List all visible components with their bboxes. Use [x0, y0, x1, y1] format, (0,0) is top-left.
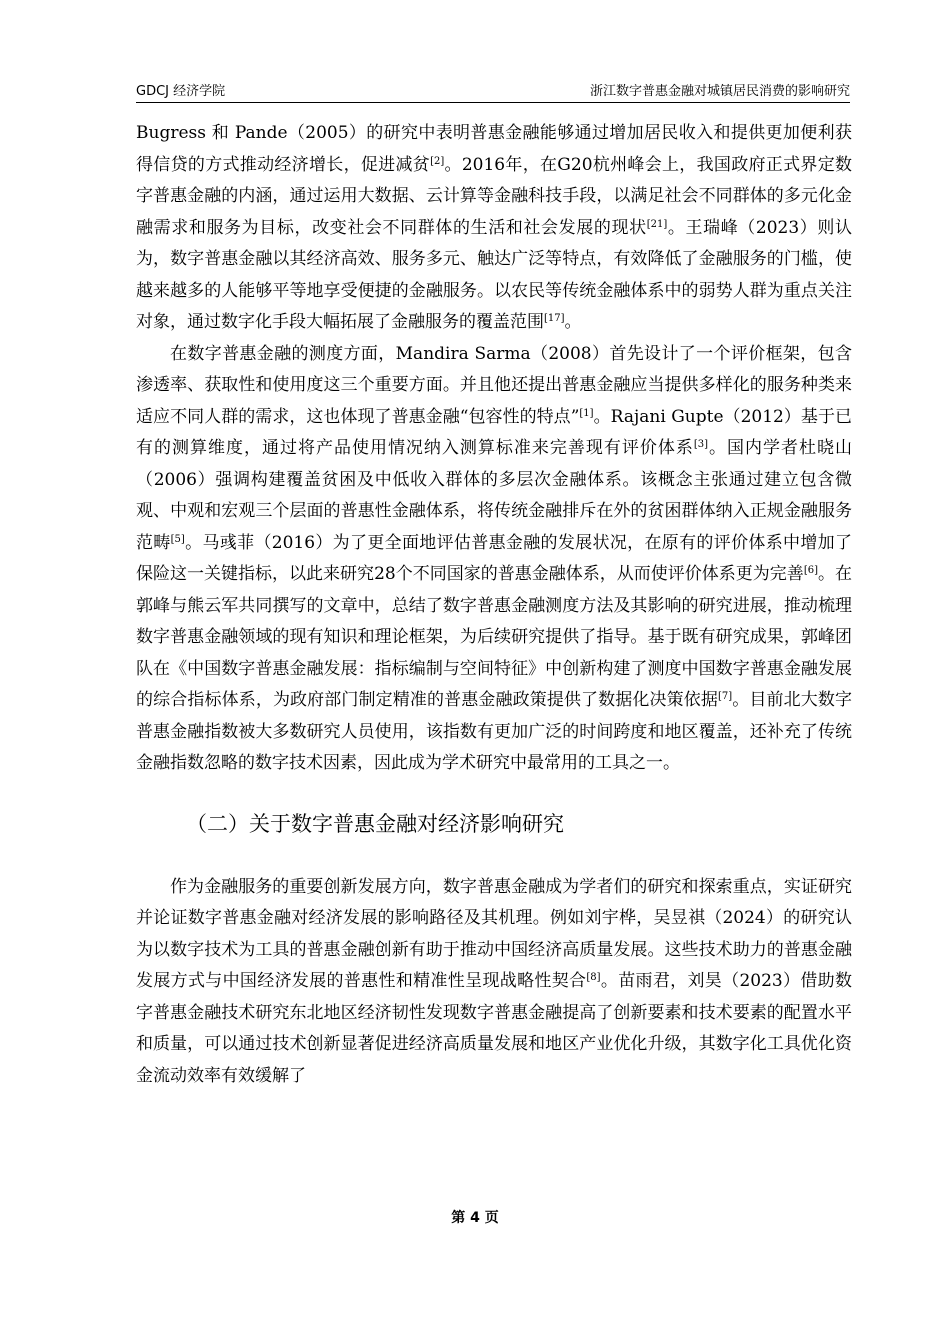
- citation-ref: [17]: [544, 313, 565, 324]
- text-run: Bugress 和 Pande（2005）的研究中表明普惠金融能够通过增加居民收入和提供更加便利获得信贷的方式推动经济增长，促进减贫: [136, 123, 852, 175]
- text-run: 。苗雨君，刘昊（2023）借助数字普惠金融技术研究东北地区经济韧性发现数字普惠金融提高了创新要素和技术要素的配置水平和质量，可以通过技术创新显著促进经济高质量发展和地区产业优化升级，其数字化工具优化资金流动效率有效缓解了: [136, 971, 852, 1086]
- paragraph-2: [136, 339, 852, 780]
- text-run: 作为金融服务的重要创新发展方向，数字普惠金融成为学者们的研究和探索重点，实证研究并论证数字普惠金融对经济发展的影响路径及其机理。例如刘宇桦，吴昱祺（2024）的研究认为以数字技术为工具的普惠金融创新有助于推动中国经济高质量发展。这些技术助力的普惠金融发展方式与中国经济发展的普惠性和精准性呈现战略性契合: [136, 876, 852, 991]
- text-run: 。: [564, 312, 582, 332]
- paragraph-3: [136, 872, 852, 1093]
- body-text: [136, 118, 852, 1092]
- citation-ref: [8]: [586, 972, 601, 983]
- text-run: 。国内学者杜晓山（2006）强调构建覆盖贫困及中低收入群体的多层次金融体系。该概念主张通过建立包含微观、中观和宏观三个层面的普惠性金融体系，将传统金融排斥在外的贫困群体纳入正规金融服务范畴: [136, 438, 853, 553]
- section-heading: （二）关于数字普惠金融对经济影响研究: [186, 811, 564, 836]
- text-run: 。2016年，在G20杭州峰会上，我国政府正式界定数字普惠金融的内涵，通过运用大数据、云计算等金融科技手段，以满足社会不同群体的多元化金融需求和服务为目标，改变社会不同群体的生活和社会发展的现状: [136, 154, 852, 238]
- text-run: 。Rajani Gupte（2012）基于已有的测算维度，通过将产品使用情况纳入测算标准来完善现有评价体系: [136, 406, 852, 458]
- text-run: 。目前北大数字普惠金融指数被大多数研究人员使用，该指数有更加广泛的时间跨度和地区覆盖，还补充了传统金融指数忽略的数字技术因素，因此成为学术研究中最常用的工具之一。: [136, 690, 853, 773]
- text-run: 在数字普惠金融的测度方面，Mandira Sarma（2008）首先设计了一个评价框架，包含渗透率、获取性和使用度这三个重要方面。并且他还提出普惠金融应当提供多样化的服务种类来适应不同人群的需求，这也体现了普惠金融“包容性的特点”: [136, 343, 852, 427]
- citation-ref: [21]: [646, 218, 668, 230]
- paragraph-1: [136, 118, 852, 339]
- citation-ref: [2]: [430, 155, 445, 167]
- text-run: 。马彧菲（2016）为了更全面地评估普惠金融的发展状况，在原有的评价体系中增加了保险这一关键指标，以此来研究28个不同国家的普惠金融体系，从而使评价体系更为完善: [136, 532, 853, 584]
- page-header: [136, 78, 850, 103]
- citation-ref: [7]: [718, 691, 733, 702]
- page-number: 第 4 页: [451, 1210, 499, 1226]
- citation-ref: [5]: [170, 533, 185, 545]
- header-paper-title: 浙江数字普惠金融对城镇居民消费的影响研究: [589, 84, 850, 99]
- citation-ref: [1]: [579, 407, 594, 419]
- citation-ref: [3]: [693, 439, 709, 450]
- header-institution: GDCJ 经济学院: [136, 84, 226, 99]
- text-run: 。王瑞峰（2023）则认为，数字普惠金融以其经济高效、服务多元、触达广泛等特点，有效降低了金融服务的门槛，使越来越多的人能够平等地享受便捷的金融服务。以农民等传统金融体系中的弱势人群为重点关注对象，通过数字化手段大幅拓展了金融服务的覆盖范围: [136, 217, 853, 332]
- text-run: 。在郭峰与熊云军共同撰写的文章中，总结了数字普惠金融测度方法及其影响的研究进展，推动梳理数字普惠金融领域的现有知识和理论框架，为后续研究提供了指导。基于既有研究成果，郭峰团队在《中国数字普惠金融发展：指标编制与空间特征》中创新构建了测度中国数字普惠金融发展的综合指标体系，为政府部门制定精准的普惠金融政策提供了数据化决策依据: [136, 564, 852, 710]
- citation-ref: [6]: [803, 565, 818, 576]
